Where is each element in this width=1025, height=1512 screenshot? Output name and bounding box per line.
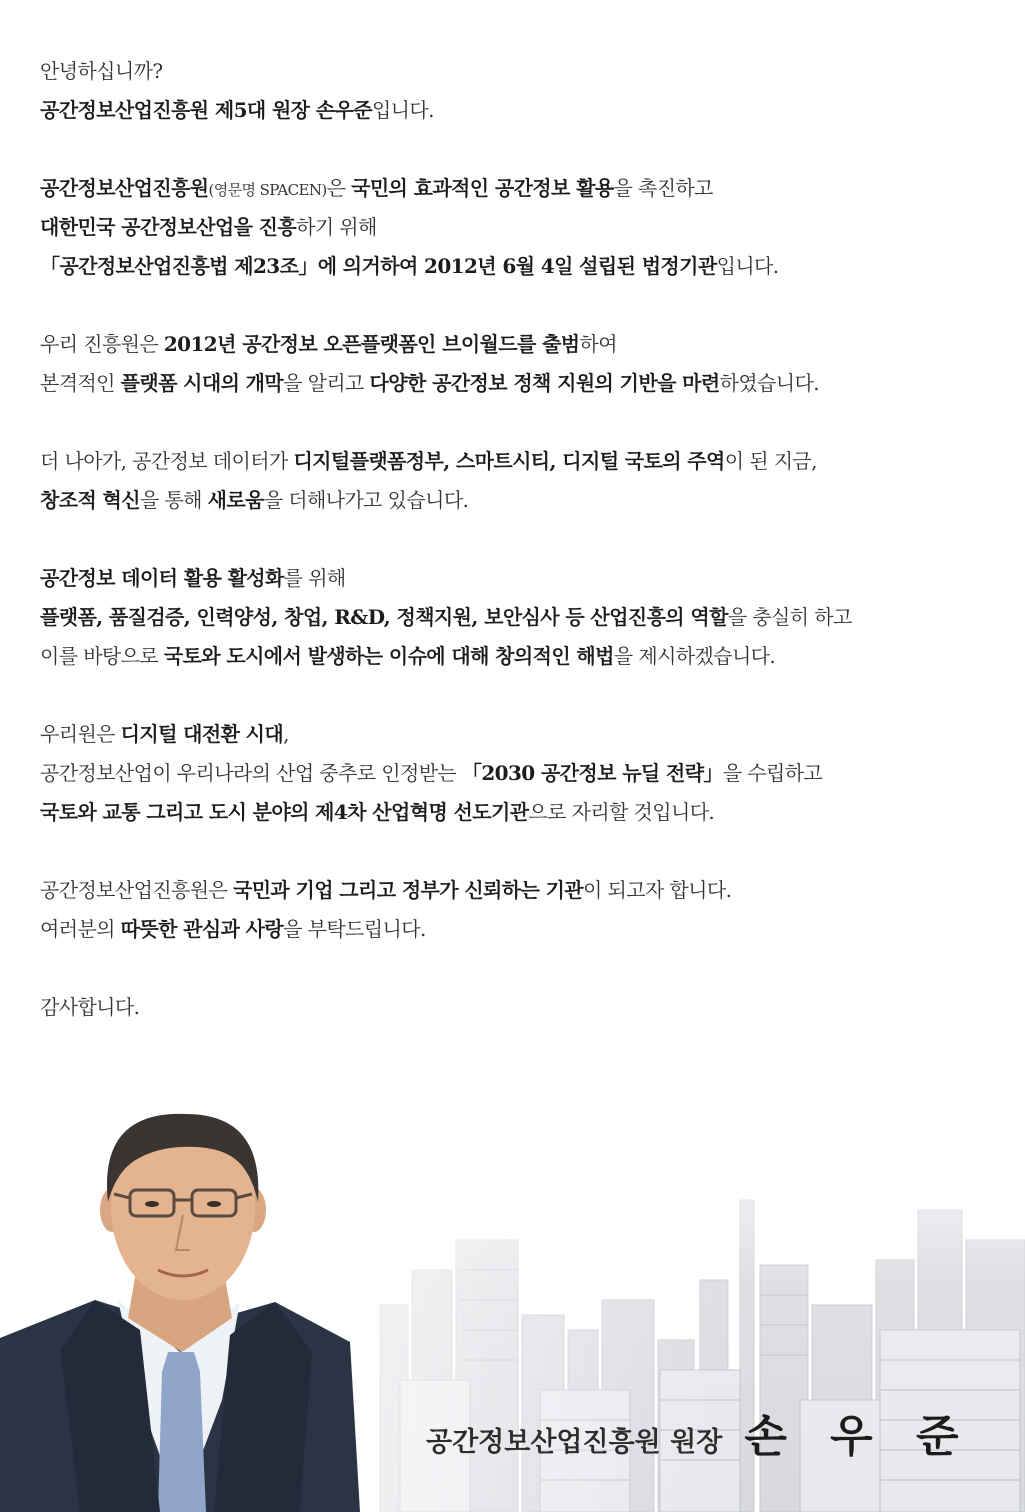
- letter-text-bold: 국토와 도시에서 발생하는 이슈에 대해 창의적인 해법: [163, 644, 614, 668]
- letter-text: 안녕하십니까?: [40, 59, 163, 83]
- signature-name: 손 우 준: [744, 1411, 973, 1462]
- letter-text: 을 알리고: [283, 371, 370, 395]
- letter-text: 입니다.: [371, 98, 434, 122]
- letter-text-bold: 플랫폼 시대의 개막: [120, 371, 284, 395]
- letter-line: [40, 208, 1000, 247]
- letter-text-bold: 2012년 공간정보 오픈플랫폼인 브이월드를 출범: [163, 332, 580, 356]
- letter-text: 으로 자리할 것입니다.: [528, 800, 715, 824]
- director-portrait-image: [0, 1090, 400, 1512]
- letter-text: 입니다.: [716, 254, 779, 278]
- letter-text-bold: 국민의 효과적인 공간정보 활용: [351, 176, 614, 200]
- letter-text-bold: 디지털 대전환 시대: [120, 722, 284, 746]
- letter-text-bold: 따뜻한 관심과 사랑: [120, 917, 284, 941]
- letter-text-bold: 새로움: [207, 488, 264, 512]
- letter-text-bold: 공간정보산업진흥원: [40, 176, 209, 200]
- letter-text: 하여: [579, 332, 617, 356]
- letter-text: 을 통해: [139, 488, 208, 512]
- letter-line: [40, 637, 1000, 676]
- letter-text-bold: 공간정보산업진흥원 제5대 원장 손우준: [40, 98, 372, 122]
- letter-text: 우리 진흥원은: [40, 332, 164, 356]
- letter-line: [40, 910, 1000, 949]
- letter-text: 이 된 지금,: [724, 449, 817, 473]
- letter-text: 우리원은: [40, 722, 121, 746]
- letter-line: [40, 988, 1000, 1027]
- letter-text: 하였습니다.: [719, 371, 819, 395]
- letter-text: 여러분의: [40, 917, 121, 941]
- letter-text-bold: 대한민국 공간정보산업을 진흥: [40, 215, 297, 239]
- letter-text-bold: 「공간정보산업진흥법 제23조」에 의거하여 2012년 6월 4일 설립된 법정기관: [40, 254, 717, 278]
- letter-line: [40, 481, 1000, 520]
- letter-text-bold: 창조적 혁신: [40, 488, 140, 512]
- letter-text: 을 제시하겠습니다.: [613, 644, 776, 668]
- letter-line: [40, 793, 1000, 832]
- letter-text: (영문명 SPACEN): [208, 181, 327, 199]
- letter-line: [40, 871, 1000, 910]
- letter-text-bold: 디지털플랫폼정부, 스마트시티, 디지털 국토의 주역: [293, 449, 725, 473]
- letter-text: 더 나아가, 공간정보 데이터가: [40, 449, 294, 473]
- letter-text: 하기 위해: [296, 215, 377, 239]
- letter-text: 본격적인: [40, 371, 121, 395]
- letter-text: 을 부탁드립니다.: [283, 917, 426, 941]
- signature: [426, 1400, 972, 1470]
- letter-text: 을 수립하고: [722, 761, 823, 785]
- letter-line: [40, 715, 1000, 754]
- letter-text: 공간정보산업진흥원은: [40, 878, 233, 902]
- letter-text-bold: 다양한 공간정보 정책 지원의 기반을 마련: [369, 371, 720, 395]
- letter-text: 이를 바탕으로: [40, 644, 164, 668]
- letter-text: 을 충실히 하고: [727, 605, 852, 629]
- letter-text: 을 더해나가고 있습니다.: [263, 488, 469, 512]
- letter-text: 감사합니다.: [40, 995, 140, 1019]
- letter-line: [40, 325, 1000, 364]
- letter-text: 을 촉진하고: [613, 176, 713, 200]
- letter-line: [40, 364, 1000, 403]
- letter-text: 를 위해: [283, 566, 346, 590]
- letter-line: [40, 52, 1000, 91]
- letter-line: [40, 754, 1000, 793]
- letter-text-bold: 공간정보 데이터 활용 활성화: [40, 566, 284, 590]
- letter-text-bold: 「2030 공간정보 뉴딜 전략」: [461, 761, 723, 785]
- greeting-letter: [40, 52, 1000, 1027]
- letter-text-bold: 국민과 기업 그리고 정부가 신뢰하는 기관: [232, 878, 584, 902]
- letter-text: 이 되고자 합니다.: [583, 878, 732, 902]
- letter-line: [40, 559, 1000, 598]
- letter-text-bold: 국토와 교통 그리고 도시 분야의 제4차 산업혁명 선도기관: [40, 800, 529, 824]
- letter-line: [40, 442, 1000, 481]
- letter-line: [40, 247, 1000, 286]
- letter-text: ,: [283, 722, 289, 746]
- letter-line: [40, 169, 1000, 208]
- letter-text: 공간정보산업이 우리나라의 산업 중추로 인정받는: [40, 761, 462, 785]
- letter-line: [40, 598, 1000, 637]
- signature-org-title: 공간정보산업진흥원 원장: [426, 1427, 723, 1458]
- letter-line: [40, 91, 1000, 130]
- letter-text: 은: [326, 176, 352, 200]
- letter-text-bold: 플랫폼, 품질검증, 인력양성, 창업, R&D, 정책지원, 보안심사 등 산업진흥의 역할: [40, 605, 728, 629]
